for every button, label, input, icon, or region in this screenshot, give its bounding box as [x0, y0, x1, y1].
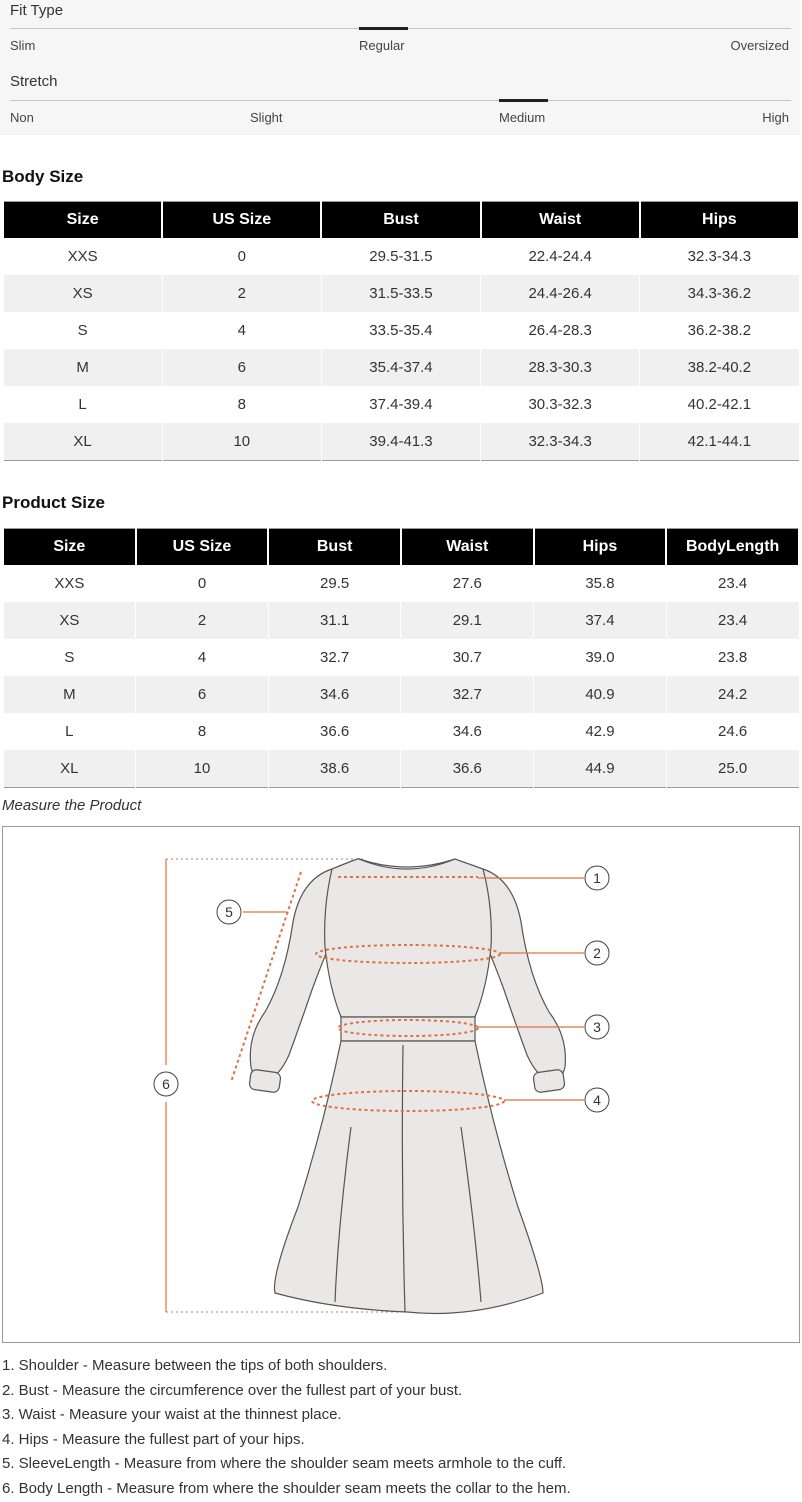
table-cell: 42.1-44.1: [640, 423, 799, 461]
marker-6: [154, 1072, 178, 1096]
marker-2: [585, 941, 609, 965]
marker-1: [585, 866, 609, 890]
table-row: [3, 386, 799, 423]
table-cell: 32.3-34.3: [481, 423, 640, 461]
table-cell: S: [3, 312, 162, 349]
table-cell: XXS: [3, 565, 136, 602]
table-cell: 8: [162, 386, 321, 423]
body-size-table: [2, 201, 800, 461]
table-cell: 24.4-26.4: [481, 275, 640, 312]
table-cell: 23.4: [666, 565, 799, 602]
note-hips: 4. Hips - Measure the fullest part of your hips.: [2, 1430, 305, 1448]
table-cell: 26.4-28.3: [481, 312, 640, 349]
table-cell: M: [3, 349, 162, 386]
table-row: [3, 713, 799, 750]
note-sleeve-length: 5. SleeveLength - Measure from where the shoulder seam meets armhole to the cuff.: [2, 1455, 567, 1473]
table-cell: XXS: [3, 238, 162, 275]
body-size-title: Body Size: [2, 167, 84, 186]
table-cell: 0: [162, 238, 321, 275]
fit-type-label: Fit Type: [10, 2, 64, 19]
note-body-length: 6. Body Length - Measure from where the shoulder seam meets the collar to the hem.: [2, 1479, 571, 1497]
table-cell: 40.9: [534, 676, 667, 713]
table-row: [3, 275, 799, 312]
table-cell: 28.3-30.3: [481, 349, 640, 386]
table-cell: 32.3-34.3: [640, 238, 799, 275]
table-cell: 34.6: [268, 676, 401, 713]
table-cell: 4: [136, 639, 269, 676]
product-size-table: [2, 528, 800, 788]
table-cell: 29.5-31.5: [321, 238, 480, 275]
fit-option-regular: Regular: [359, 38, 405, 53]
header-waist: Waist: [481, 202, 640, 239]
table-cell: 0: [136, 565, 269, 602]
table-row: [3, 312, 799, 349]
body-size-rows: [3, 238, 799, 461]
table-cell: 38.2-40.2: [640, 349, 799, 386]
table-cell: 22.4-24.4: [481, 238, 640, 275]
table-cell: 36.6: [401, 750, 534, 788]
table-row: [3, 676, 799, 713]
fit-option-slim: Slim: [10, 38, 36, 53]
table-row: [3, 349, 799, 386]
marker-5: [217, 900, 241, 924]
table-cell: 25.0: [666, 750, 799, 788]
table-cell: 31.1: [268, 602, 401, 639]
marker-3: [585, 1015, 609, 1039]
measure-caption: Measure the Product: [2, 797, 142, 814]
table-cell: 24.2: [666, 676, 799, 713]
table-cell: 8: [136, 713, 269, 750]
table-cell: 6: [136, 676, 269, 713]
header-bust: Bust: [268, 529, 401, 566]
table-cell: 39.0: [534, 639, 667, 676]
table-cell: L: [3, 713, 136, 750]
table-cell: 23.8: [666, 639, 799, 676]
table-cell: 23.4: [666, 602, 799, 639]
measurement-figure: [2, 826, 800, 1343]
svg-text:5: 5: [225, 904, 233, 920]
table-row: [3, 423, 799, 461]
table-cell: XS: [3, 275, 162, 312]
stretch-option-high: High: [762, 110, 789, 125]
table-cell: 42.9: [534, 713, 667, 750]
table-cell: 34.3-36.2: [640, 275, 799, 312]
table-cell: 30.7: [401, 639, 534, 676]
table-cell: 27.6: [401, 565, 534, 602]
table-cell: 10: [162, 423, 321, 461]
fit-stretch-panel: [0, 0, 800, 135]
dress-diagram: [3, 827, 799, 1342]
product-size-title: Product Size: [2, 493, 105, 512]
table-cell: 40.2-42.1: [640, 386, 799, 423]
header-hips: Hips: [534, 529, 667, 566]
table-row: [3, 750, 799, 788]
table-cell: 30.3-32.3: [481, 386, 640, 423]
stretch-indicator: [499, 99, 548, 102]
header-size: Size: [3, 529, 136, 566]
table-cell: 2: [162, 275, 321, 312]
table-cell: 2: [136, 602, 269, 639]
table-row: [3, 602, 799, 639]
table-cell: 31.5-33.5: [321, 275, 480, 312]
table-cell: XL: [3, 423, 162, 461]
table-cell: 4: [162, 312, 321, 349]
svg-text:4: 4: [593, 1092, 601, 1108]
stretch-option-slight: Slight: [250, 110, 283, 125]
fit-option-oversized: Oversized: [730, 38, 789, 53]
note-waist: 3. Waist - Measure your waist at the thinnest place.: [2, 1406, 342, 1424]
header-us-size: US Size: [162, 202, 321, 239]
table-cell: L: [3, 386, 162, 423]
header-body-length: BodyLength: [666, 529, 799, 566]
table-cell: 33.5-35.4: [321, 312, 480, 349]
table-cell: 36.6: [268, 713, 401, 750]
table-cell: 36.2-38.2: [640, 312, 799, 349]
stretch-option-non: Non: [10, 110, 34, 125]
table-cell: XL: [3, 750, 136, 788]
table-row: [3, 565, 799, 602]
svg-text:1: 1: [593, 870, 601, 886]
table-header-row: [3, 529, 799, 566]
table-cell: 39.4-41.3: [321, 423, 480, 461]
table-cell: 29.5: [268, 565, 401, 602]
marker-4: [585, 1088, 609, 1112]
table-cell: 37.4-39.4: [321, 386, 480, 423]
table-cell: S: [3, 639, 136, 676]
table-cell: 35.4-37.4: [321, 349, 480, 386]
table-cell: M: [3, 676, 136, 713]
product-size-rows: [3, 565, 799, 788]
note-shoulder: 1. Shoulder - Measure between the tips of both shoulders.: [2, 1357, 388, 1374]
header-bust: Bust: [321, 202, 480, 239]
svg-text:6: 6: [162, 1076, 170, 1092]
stretch-scale: [10, 100, 791, 101]
header-size: Size: [3, 202, 162, 239]
header-us-size: US Size: [136, 529, 269, 566]
table-cell: 32.7: [268, 639, 401, 676]
table-cell: 35.8: [534, 565, 667, 602]
table-cell: 6: [162, 349, 321, 386]
table-cell: 10: [136, 750, 269, 788]
fit-type-indicator: [359, 27, 408, 30]
table-cell: 38.6: [268, 750, 401, 788]
svg-text:3: 3: [593, 1019, 601, 1035]
svg-text:2: 2: [593, 945, 601, 961]
stretch-label: Stretch: [10, 73, 58, 90]
table-header-row: [3, 202, 799, 239]
table-cell: 24.6: [666, 713, 799, 750]
header-hips: Hips: [640, 202, 799, 239]
table-row: [3, 238, 799, 275]
table-cell: 29.1: [401, 602, 534, 639]
dress-illustration: [249, 859, 566, 1314]
table-cell: 44.9: [534, 750, 667, 788]
table-cell: XS: [3, 602, 136, 639]
table-cell: 34.6: [401, 713, 534, 750]
table-row: [3, 639, 799, 676]
table-cell: 32.7: [401, 676, 534, 713]
header-waist: Waist: [401, 529, 534, 566]
stretch-option-medium: Medium: [499, 110, 546, 125]
measurement-notes: [2, 1354, 571, 1502]
table-cell: 37.4: [534, 602, 667, 639]
note-bust: 2. Bust - Measure the circumference over the fullest part of your bust.: [2, 1381, 463, 1399]
